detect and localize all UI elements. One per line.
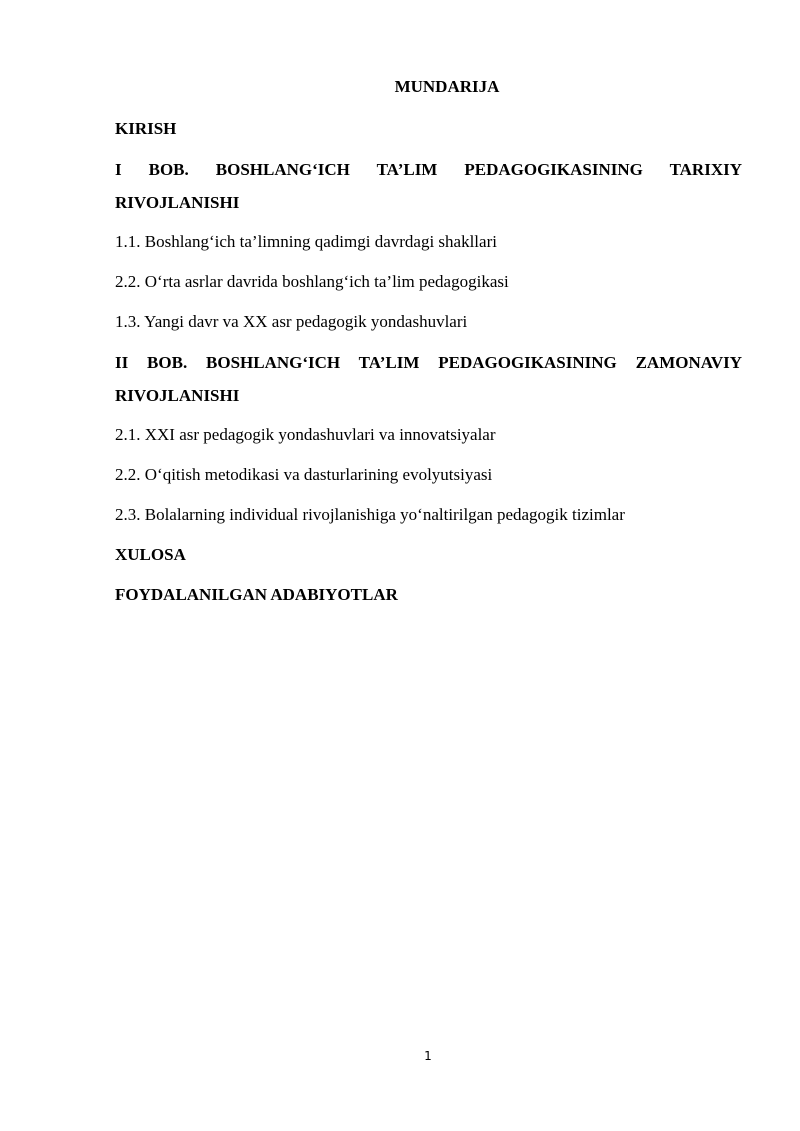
toc-entry-section-2-2: 2.2. O‘qitish metodikasi va dasturlarining evolyutsiyasi (115, 465, 493, 484)
toc-entry-conclusion: XULOSA (115, 545, 186, 564)
table-of-contents (115, 116, 742, 608)
toc-entry-chapter-1: I BOB. BOSHLANG‘ICH TA’LIM PEDAGOGIKASINING TARIXIY RIVOJLANISHI (115, 160, 742, 212)
toc-entry-section-1-1: 1.1. Boshlang‘ich ta’limning qadimgi davrdagi shakllari (115, 232, 497, 251)
toc-entry-section-1-2: 2.2. O‘rta asrlar davrida boshlang‘ich ta’lim pedagogikasi (115, 272, 509, 291)
page-title: MUNDARIJA (394, 77, 500, 96)
page-number: 1 (424, 1049, 432, 1063)
toc-entry-section-2-3: 2.3. Bolalarning individual rivojlanishiga yo‘naltirilgan pedagogik tizimlar (115, 505, 625, 524)
toc-entry-introduction: KIRISH (115, 119, 177, 138)
toc-entry-references: FOYDALANILGAN ADABIYOTLAR (115, 585, 398, 604)
toc-entry-chapter-2: II BOB. BOSHLANG‘ICH TA’LIM PEDAGOGIKASINING ZAMONAVIY RIVOJLANISHI (115, 353, 742, 405)
toc-entry-section-2-1: 2.1. XXI asr pedagogik yondashuvlari va innovatsiyalar (115, 425, 496, 444)
toc-entry-section-1-3: 1.3. Yangi davr va XX asr pedagogik yondashuvlari (115, 312, 468, 331)
